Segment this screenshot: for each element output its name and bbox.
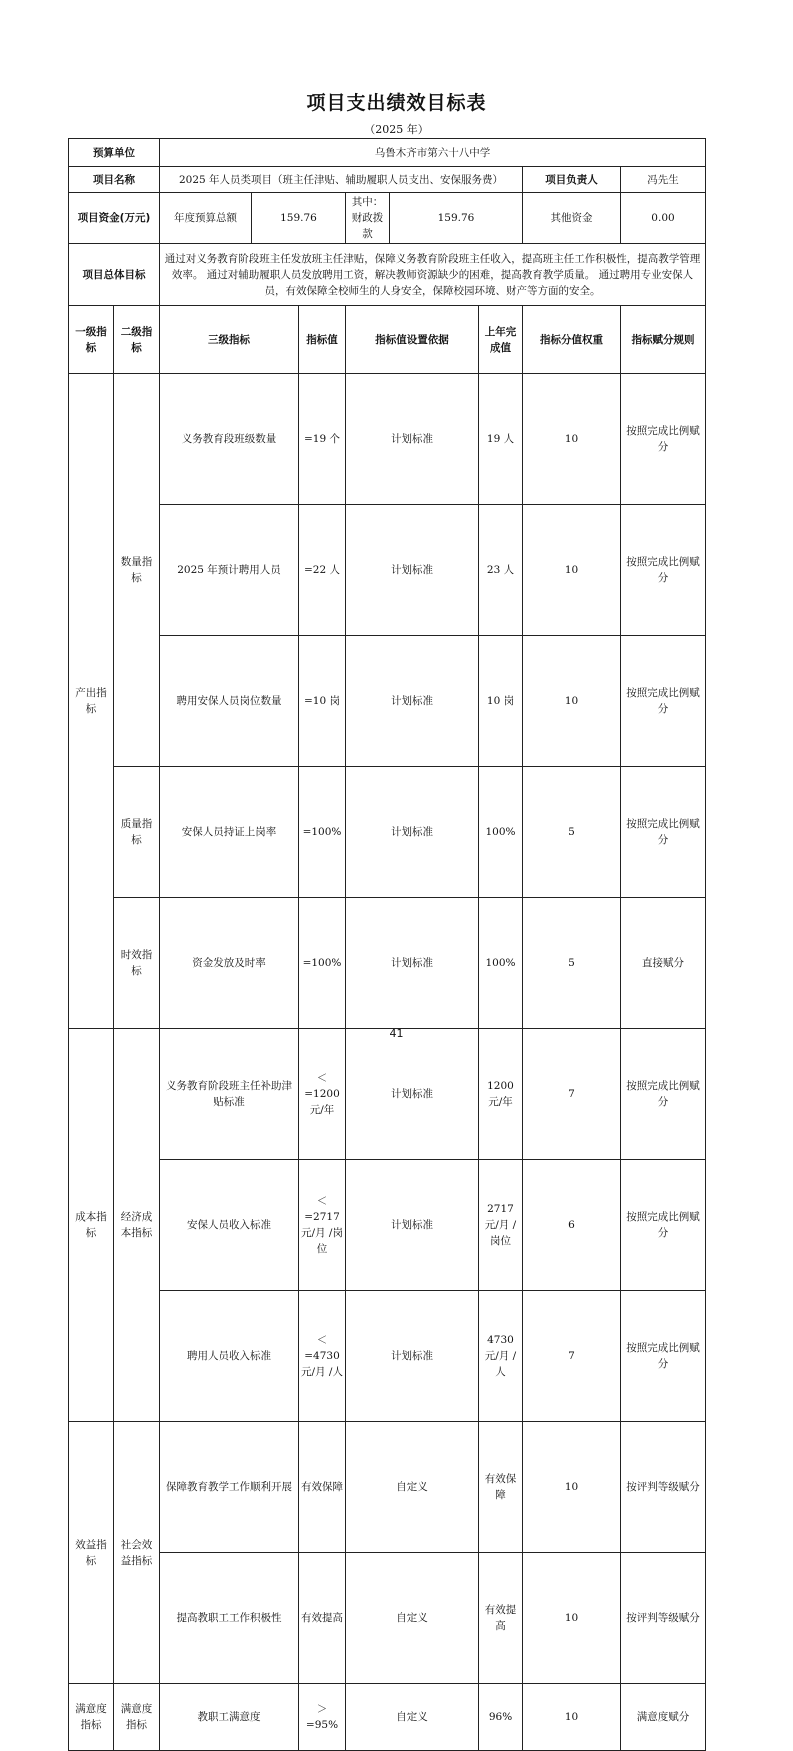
- indicator-prev: 有效提高: [479, 1553, 523, 1684]
- goal-row: [69, 244, 706, 306]
- budget-unit-label: 预算单位: [69, 139, 160, 167]
- indicator-basis: 计划标准: [346, 1291, 479, 1422]
- indicator-name: 安保人员持证上岗率: [160, 767, 299, 898]
- funds-row: [69, 193, 706, 244]
- indicator-prev: 有效保障: [479, 1422, 523, 1553]
- indicator-value: =100%: [299, 898, 346, 1029]
- indicator-rule: 按照完成比例赋分: [621, 767, 706, 898]
- level1-cell: 满意度指标: [69, 1684, 114, 1751]
- column-header: 二级指标: [114, 306, 160, 374]
- indicator-name: 聘用安保人员岗位数量: [160, 636, 299, 767]
- indicator-name: 安保人员收入标准: [160, 1160, 299, 1291]
- table-row: [69, 898, 706, 1029]
- indicator-prev: 2717 元/月 /岗位: [479, 1160, 523, 1291]
- column-header: 指标值设置依据: [346, 306, 479, 374]
- indicator-prev: 10 岗: [479, 636, 523, 767]
- indicator-value: =19 个: [299, 374, 346, 505]
- indicator-weight: 6: [523, 1160, 621, 1291]
- indicator-basis: 计划标准: [346, 1160, 479, 1291]
- level2-cell: 社会效益指标: [114, 1422, 160, 1684]
- indicator-weight: 10: [523, 505, 621, 636]
- project-name-label: 项目名称: [69, 167, 160, 193]
- annual-budget-value: 159.76: [252, 193, 346, 244]
- indicator-weight: 10: [523, 1422, 621, 1553]
- indicator-rule: 按照完成比例赋分: [621, 1160, 706, 1291]
- indicator-weight: 5: [523, 898, 621, 1029]
- goal-text: 通过对义务教育阶段班主任发放班主任津贴，保障义务教育阶段班主任收入，提高班主任工作积极性，提高教学管理效率。 通过对辅助履职人员发放聘用工资，解决教师资源缺少的困难，提高教育教学质量。 通过聘用专业安保人员，有效保障全校师生的人身安全，保障校园环境、财产等方面的安全。: [160, 244, 706, 306]
- level2-cell: 质量指标: [114, 767, 160, 898]
- column-header: 上年完成值: [479, 306, 523, 374]
- indicator-basis: 自定义: [346, 1553, 479, 1684]
- table-row: [69, 1553, 706, 1684]
- indicator-prev: 4730 元/月 /人: [479, 1291, 523, 1422]
- indicator-value: 有效提高: [299, 1553, 346, 1684]
- page-title: 项目支出绩效目标表: [306, 92, 487, 114]
- indicator-rule: 按评判等级赋分: [621, 1422, 706, 1553]
- indicator-value: =22 人: [299, 505, 346, 636]
- indicator-weight: 10: [523, 1553, 621, 1684]
- table-row: [69, 505, 706, 636]
- indicator-weight: 10: [523, 1684, 621, 1751]
- column-header: 指标分值权重: [523, 306, 621, 374]
- table-row: [69, 1684, 706, 1751]
- indicator-weight: 7: [523, 1029, 621, 1160]
- goal-label: 项目总体目标: [69, 244, 160, 306]
- level1-cell: 效益指标: [69, 1422, 114, 1684]
- other-funds-label: 其他资金: [523, 193, 621, 244]
- fiscal-value: 159.76: [390, 193, 523, 244]
- column-header: 指标值: [299, 306, 346, 374]
- level2-cell: 时效指标: [114, 898, 160, 1029]
- budget-unit-value: 乌鲁木齐市第六十八中学: [160, 139, 706, 167]
- indicator-name: 保障教育教学工作顺利开展: [160, 1422, 299, 1553]
- indicator-basis: 计划标准: [346, 1029, 479, 1160]
- table-row: [69, 1029, 706, 1160]
- indicator-name: 教职工满意度: [160, 1684, 299, 1751]
- performance-table: [68, 138, 706, 1751]
- indicator-value: ＜ =2717 元/月 /岗位: [299, 1160, 346, 1291]
- project-name-value: 2025 年人员类项目（班主任津贴、辅助履职人员支出、安保服务费）: [160, 167, 523, 193]
- table-row: [69, 1160, 706, 1291]
- indicator-rule: 按照完成比例赋分: [621, 636, 706, 767]
- funds-label: 项目资金(万元): [69, 193, 160, 244]
- table-row: [69, 1422, 706, 1553]
- column-header: 指标赋分规则: [621, 306, 706, 374]
- column-header-row: [69, 306, 706, 374]
- indicator-weight: 10: [523, 636, 621, 767]
- indicator-name: 提高教职工工作积极性: [160, 1553, 299, 1684]
- indicator-prev: 100%: [479, 898, 523, 1029]
- table-row: [69, 374, 706, 505]
- indicator-rule: 按评判等级赋分: [621, 1553, 706, 1684]
- indicator-weight: 10: [523, 374, 621, 505]
- column-header: 三级指标: [160, 306, 299, 374]
- indicator-rule: 直接赋分: [621, 898, 706, 1029]
- indicator-rule: 按照完成比例赋分: [621, 505, 706, 636]
- indicator-name: 义务教育阶段班主任补助津贴标准: [160, 1029, 299, 1160]
- indicator-basis: 计划标准: [346, 898, 479, 1029]
- indicator-prev: 19 人: [479, 374, 523, 505]
- indicator-value: ＜ =1200 元/年: [299, 1029, 346, 1160]
- indicator-name: 义务教育段班级数量: [160, 374, 299, 505]
- page-number: 41: [389, 1027, 404, 1040]
- indicator-basis: 计划标准: [346, 374, 479, 505]
- annual-budget-label: 年度预算总额: [160, 193, 252, 244]
- indicator-rule: 按照完成比例赋分: [621, 374, 706, 505]
- indicator-name: 资金发放及时率: [160, 898, 299, 1029]
- project-name-row: [69, 167, 706, 193]
- indicator-name: 聘用人员收入标准: [160, 1291, 299, 1422]
- project-lead-value: 冯先生: [621, 167, 706, 193]
- other-funds-value: 0.00: [621, 193, 706, 244]
- indicator-rule: 按照完成比例赋分: [621, 1291, 706, 1422]
- indicator-basis: 计划标准: [346, 505, 479, 636]
- indicator-basis: 自定义: [346, 1422, 479, 1553]
- indicator-prev: 100%: [479, 767, 523, 898]
- indicator-prev: 1200 元/年: [479, 1029, 523, 1160]
- table-row: [69, 636, 706, 767]
- indicator-weight: 5: [523, 767, 621, 898]
- year-label: （2025 年）: [364, 123, 429, 136]
- project-lead-label: 项目负责人: [523, 167, 621, 193]
- indicator-value: =10 岗: [299, 636, 346, 767]
- indicator-basis: 自定义: [346, 1684, 479, 1751]
- indicator-basis: 计划标准: [346, 636, 479, 767]
- level1-cell: 成本指标: [69, 1029, 114, 1422]
- indicator-prev: 23 人: [479, 505, 523, 636]
- column-header: 一级指标: [69, 306, 114, 374]
- indicator-value: =100%: [299, 767, 346, 898]
- level2-cell: 经济成本指标: [114, 1029, 160, 1422]
- level2-cell: 满意度指标: [114, 1684, 160, 1751]
- indicator-weight: 7: [523, 1291, 621, 1422]
- indicator-name: 2025 年预计聘用人员: [160, 505, 299, 636]
- fiscal-label: 其中：财政拨款: [346, 193, 390, 244]
- table-row: [69, 1291, 706, 1422]
- indicator-rule: 满意度赋分: [621, 1684, 706, 1751]
- indicator-value: ＜ =4730 元/月 /人: [299, 1291, 346, 1422]
- indicator-value: 有效保障: [299, 1422, 346, 1553]
- indicator-basis: 计划标准: [346, 767, 479, 898]
- level1-cell: 产出指标: [69, 374, 114, 1029]
- table-row: [69, 767, 706, 898]
- indicator-value: ＞ =95%: [299, 1684, 346, 1751]
- indicator-prev: 96%: [479, 1684, 523, 1751]
- indicator-rule: 按照完成比例赋分: [621, 1029, 706, 1160]
- budget-unit-row: [69, 139, 706, 167]
- level2-cell: 数量指标: [114, 374, 160, 767]
